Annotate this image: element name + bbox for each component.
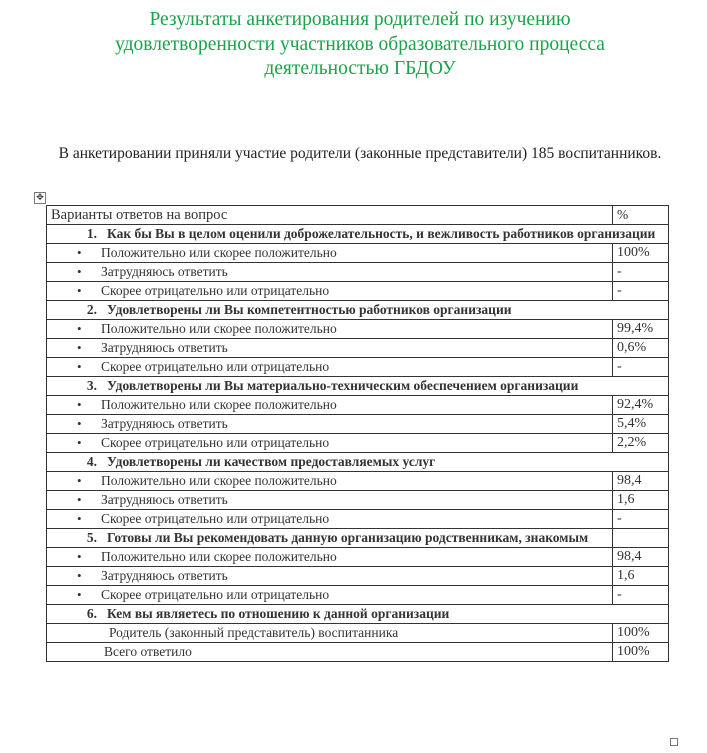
- question-number: 4.: [86, 454, 97, 469]
- answer-row: [47, 586, 669, 605]
- total-row: [47, 643, 669, 662]
- answer-percent: -: [613, 263, 669, 282]
- answer-percent: 92,4%: [613, 396, 669, 415]
- answer-label: Родитель (законный представитель) воспитанника: [47, 624, 613, 643]
- total-label: Всего ответило: [47, 643, 613, 662]
- answer-label: Затрудняюсь ответить: [101, 264, 228, 279]
- question-row: [47, 377, 669, 396]
- bullet-icon: •: [77, 492, 82, 507]
- answer-label: Затрудняюсь ответить: [101, 568, 228, 583]
- bullet-icon: •: [77, 321, 82, 336]
- question-row: [47, 301, 669, 320]
- intro-paragraph: В анкетировании приняли участие родители (законные представители) 185 воспитанников.: [58, 145, 662, 162]
- answer-percent: -: [613, 510, 669, 529]
- bullet-icon: •: [77, 397, 82, 412]
- answer-row: [47, 548, 669, 567]
- header-answer-options: Варианты ответов на вопрос: [47, 206, 613, 225]
- answer-percent: 5,4%: [613, 415, 669, 434]
- bullet-icon: •: [77, 587, 82, 602]
- question-text: Готовы ли Вы рекомендовать данную организацию родственникам, знакомым: [107, 530, 589, 545]
- answer-percent: 1,6: [613, 491, 669, 510]
- title-line-2: удовлетворенности участников образовательного процесса: [115, 33, 605, 55]
- answer-percent: 99,4%: [613, 320, 669, 339]
- answer-percent: -: [613, 282, 669, 301]
- answer-percent: 2,2%: [613, 434, 669, 453]
- question-number: 3.: [86, 378, 97, 393]
- question-text: Как бы Вы в целом оценили доброжелательность, и вежливость работников организации: [107, 226, 656, 241]
- answer-row: [47, 263, 669, 282]
- question-row: [47, 529, 669, 548]
- table-resize-icon[interactable]: [670, 738, 678, 746]
- answer-label: Скорее отрицательно или отрицательно: [101, 587, 330, 602]
- bullet-icon: •: [77, 568, 82, 583]
- answer-percent: -: [613, 586, 669, 605]
- survey-results-table: [46, 205, 669, 662]
- answer-label: Затрудняюсь ответить: [101, 340, 228, 355]
- bullet-icon: •: [77, 473, 82, 488]
- answer-row: [47, 415, 669, 434]
- answer-label: Затрудняюсь ответить: [101, 492, 228, 507]
- empty-cell: [613, 529, 669, 548]
- answer-label: Затрудняюсь ответить: [101, 416, 228, 431]
- answer-row: [47, 434, 669, 453]
- answer-percent: 0,6%: [613, 339, 669, 358]
- bullet-icon: •: [77, 549, 82, 564]
- answer-row: [47, 244, 669, 263]
- bullet-icon: •: [77, 359, 82, 374]
- question-row: [47, 453, 669, 472]
- answer-row: [47, 491, 669, 510]
- answer-label: Положительно или скорее положительно: [101, 245, 337, 260]
- question-text: Удовлетворены ли Вы компетентностью работников организации: [107, 302, 512, 317]
- bullet-icon: •: [77, 245, 82, 260]
- question-number: 6.: [86, 606, 97, 621]
- answer-percent: -: [613, 358, 669, 377]
- answer-percent: 98,4: [613, 472, 669, 491]
- question-number: 5.: [86, 530, 97, 545]
- answer-percent: 100%: [613, 244, 669, 263]
- answer-label: Положительно или скорее положительно: [101, 549, 337, 564]
- total-percent: 100%: [613, 643, 669, 662]
- answer-row: [47, 339, 669, 358]
- answer-percent: 1,6: [613, 567, 669, 586]
- question-text: Кем вы являетесь по отношению к данной организации: [107, 606, 450, 621]
- table-move-icon[interactable]: ✥: [34, 192, 46, 204]
- answer-label: Положительно или скорее положительно: [101, 321, 337, 336]
- table-header-row: [47, 206, 669, 225]
- answer-row: [47, 358, 669, 377]
- answer-row: [47, 624, 669, 643]
- answer-row: [47, 396, 669, 415]
- answer-label: Скорее отрицательно или отрицательно: [101, 283, 330, 298]
- bullet-icon: •: [77, 435, 82, 450]
- answer-label: Положительно или скорее положительно: [101, 473, 337, 488]
- question-number: 1.: [86, 226, 97, 241]
- answer-row: [47, 510, 669, 529]
- question-number: 2.: [86, 302, 97, 317]
- question-text: Удовлетворены ли Вы материально-техническим обеспечением организации: [107, 378, 579, 393]
- answer-label: Скорее отрицательно или отрицательно: [101, 435, 330, 450]
- bullet-icon: •: [77, 416, 82, 431]
- title-line-3: деятельностью ГБДОУ: [264, 58, 456, 79]
- bullet-icon: •: [77, 511, 82, 526]
- answer-label: Скорее отрицательно или отрицательно: [101, 359, 330, 374]
- bullet-icon: •: [77, 264, 82, 279]
- answer-label: Скорее отрицательно или отрицательно: [101, 511, 330, 526]
- answer-row: [47, 567, 669, 586]
- bullet-icon: •: [77, 283, 82, 298]
- question-text: Удовлетворены ли качеством предоставляемых услуг: [107, 454, 436, 469]
- document-title: [60, 8, 660, 82]
- answer-label: Положительно или скорее положительно: [101, 397, 337, 412]
- answer-percent: 98,4: [613, 548, 669, 567]
- title-line-1: Результаты анкетирования родителей по изучению: [149, 9, 571, 30]
- answer-row: [47, 472, 669, 491]
- bullet-icon: •: [77, 340, 82, 355]
- answer-row: [47, 282, 669, 301]
- header-percent: %: [613, 206, 669, 225]
- question-row: [47, 225, 669, 244]
- answer-row: [47, 320, 669, 339]
- question-row: [47, 605, 669, 624]
- answer-percent: 100%: [613, 624, 669, 643]
